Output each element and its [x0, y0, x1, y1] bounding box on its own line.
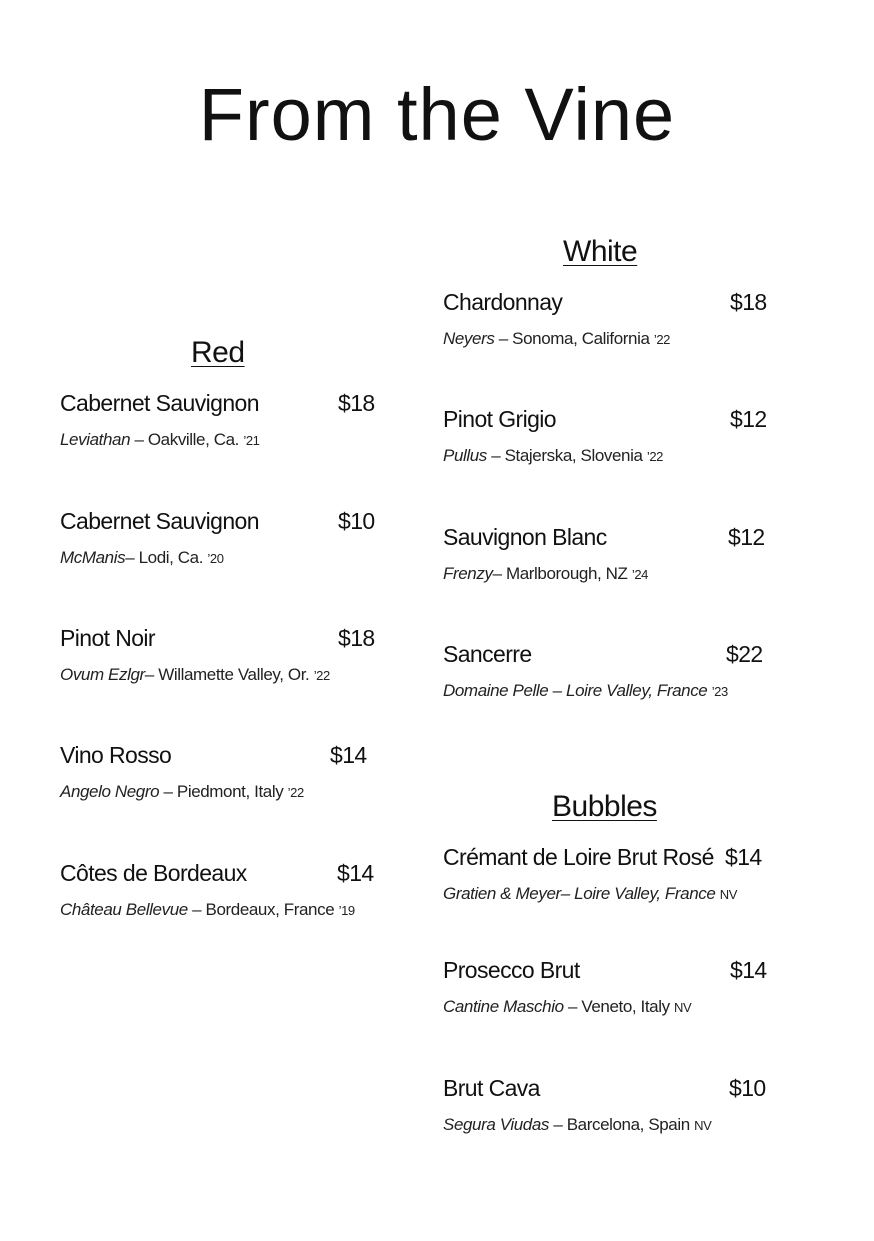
wine-vintage: ’23 [711, 684, 728, 699]
wine-producer: Segura Viudas [443, 1115, 550, 1134]
wine-region: Veneto, Italy [581, 997, 675, 1016]
wine-region: Stajerska, Slovenia [504, 446, 647, 465]
wine-producer: Ovum Ezlgr [60, 665, 145, 684]
wine-producer: Château Bellevue [60, 900, 188, 919]
wine-separator: – [130, 430, 148, 449]
wine-detail [443, 997, 691, 1017]
wine-item [443, 406, 783, 465]
wine-vintage: ’20 [207, 551, 224, 566]
wine-detail [60, 548, 224, 568]
wine-name: Sauvignon Blanc [443, 524, 607, 550]
wine-item [443, 641, 783, 700]
wine-separator: – [187, 900, 206, 919]
wine-detail [60, 900, 355, 920]
wine-vintage: ’24 [631, 567, 648, 582]
wine-name: Chardonnay [443, 289, 563, 315]
wine-name: Cabernet Sauvignon [60, 390, 259, 416]
wine-region: Oakville, Ca. [147, 430, 244, 449]
wine-separator: – [563, 997, 582, 1016]
wine-vintage: ’22 [646, 449, 664, 464]
wine-detail [443, 1115, 711, 1135]
wine-vintage: NV [719, 887, 738, 902]
wine-region: Sonoma, California [512, 329, 654, 348]
wine-producer: McManis [60, 548, 126, 567]
wine-detail [60, 430, 260, 450]
wine-item [443, 524, 783, 583]
wine-separator: – [125, 548, 139, 567]
wine-detail [60, 665, 330, 685]
wine-producer: Pullus [443, 446, 487, 465]
wine-vintage: ’22 [287, 785, 304, 800]
wine-separator: – [494, 329, 513, 348]
wine-vintage: NV [674, 1000, 692, 1015]
wine-producer: Cantine Maschio [443, 997, 564, 1016]
wine-separator: – [486, 446, 505, 465]
wine-name: Crémant de Loire Brut Rosé [443, 844, 714, 870]
wine-region: Piedmont, Italy [176, 782, 288, 801]
wine-producer: Neyers [443, 329, 495, 348]
wine-producer: Gratien & Meyer– Loire Valley, France [443, 884, 716, 903]
wine-separator: – [492, 564, 506, 583]
wine-name: Pinot Noir [60, 625, 155, 651]
wine-item [60, 860, 400, 919]
wine-detail [443, 681, 728, 701]
wine-price: $10 [729, 1075, 766, 1101]
wine-producer: Domaine Pelle – Loire Valley, France [443, 681, 708, 700]
red-heading: Red [191, 336, 245, 369]
wine-item [443, 844, 783, 903]
wine-detail [443, 564, 648, 584]
wine-detail [60, 782, 304, 802]
wine-name: Côtes de Bordeaux [60, 860, 247, 886]
wine-item [443, 957, 783, 1016]
wine-price: $18 [338, 625, 375, 651]
wine-price: $10 [338, 508, 375, 534]
wine-region: Willamette Valley, Or. [158, 665, 314, 684]
wine-region: Bordeaux, France [205, 900, 339, 919]
wine-item [60, 742, 400, 801]
wine-producer: Angelo Negro [60, 782, 160, 801]
wine-price: $18 [730, 289, 767, 315]
wine-producer: Frenzy [443, 564, 493, 583]
wine-separator: – [549, 1115, 567, 1134]
wine-detail [443, 329, 670, 349]
wine-price: $14 [337, 860, 374, 886]
wine-price: $14 [730, 957, 767, 983]
bubbles-heading: Bubbles [552, 790, 657, 823]
wine-separator: – [144, 665, 159, 684]
wine-name: Sancerre [443, 641, 532, 667]
wine-producer: Leviathan [60, 430, 131, 449]
wine-item [60, 508, 400, 567]
wine-detail [443, 884, 737, 904]
wine-price: $12 [730, 406, 767, 432]
wine-item [60, 625, 400, 684]
wine-name: Prosecco Brut [443, 957, 580, 983]
menu-title: From the Vine [198, 73, 676, 156]
wine-separator: – [159, 782, 177, 801]
wine-detail [443, 446, 663, 466]
wine-price: $14 [725, 844, 762, 870]
wine-region: Barcelona, Spain [566, 1115, 695, 1134]
wine-vintage: ’22 [653, 332, 671, 347]
wine-region: Lodi, Ca. [138, 548, 208, 567]
wine-name: Brut Cava [443, 1075, 540, 1101]
wine-vintage: ’19 [338, 903, 355, 918]
wine-region: Marlborough, NZ [505, 564, 632, 583]
white-heading: White [563, 235, 638, 268]
wine-price: $22 [726, 641, 763, 667]
wine-name: Cabernet Sauvignon [60, 508, 259, 534]
wine-price: $14 [330, 742, 367, 768]
wine-item [60, 390, 400, 449]
wine-price: $12 [728, 524, 765, 550]
wine-name: Pinot Grigio [443, 406, 556, 432]
wine-item [443, 1075, 783, 1134]
wine-vintage: ’21 [243, 433, 260, 448]
wine-name: Vino Rosso [60, 742, 172, 768]
wine-item [443, 289, 783, 348]
wine-price: $18 [338, 390, 375, 416]
wine-vintage: ’22 [313, 668, 330, 683]
wine-vintage: NV [694, 1118, 712, 1133]
